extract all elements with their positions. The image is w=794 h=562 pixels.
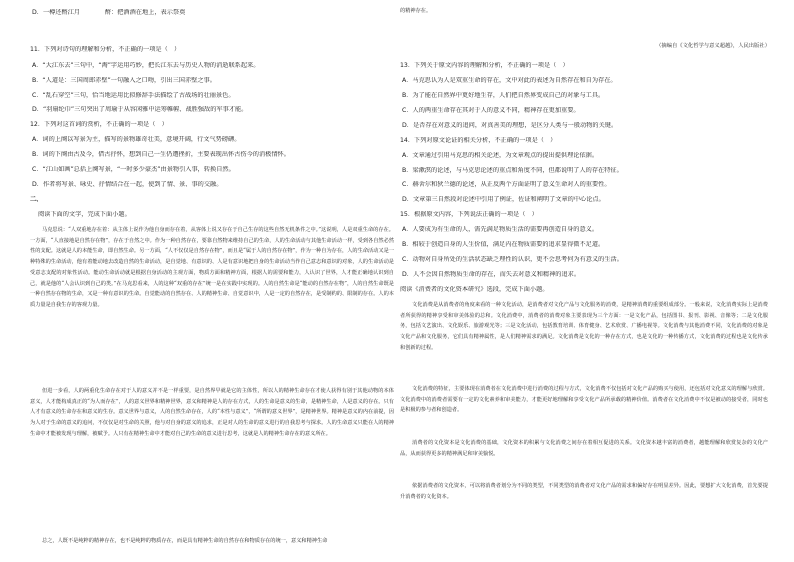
passage-source: （摘编自《文化哲学与意义超越》，人民出版社） — [656, 43, 770, 49]
question-12-stem: 12．下列对这首词的赏析，不正确的一项是（ ） — [30, 121, 168, 128]
passage-paragraph: 文化消费是从消费者的角度来看的一种文化活动，是消费者对文化产品与文化服务的消费，是精神消费的重要组成部分。一般来说，文化消费实际上是消费者所获得的精神享受和审美体验的总和。文化消费中，消费者的消费对象主要表现为三个方面：一是文化产品，包括图书、报刊、影视、音像等；二是文化服务，包括文艺演出、文化娱乐、旅游观光等；三是文化活动，包括教育培训、体育健身、艺术欣赏、广播电视等。文化消费与其他消费不同，文化消费的对象是文化产品和文化服务，它们具有精神属性，是人们精神需求的满足。文化消费是文化的一种存在方式，也是文化的一种传播方式，文化消费的过程也是文化传承和创新的过程。 — [400, 302, 768, 351]
question-11-option-d: D．“羽扇纶巾”三句突出了周瑜于从容闲雅中运筹帷幄、战胜强敌的军事才能。 — [32, 106, 248, 113]
question-14-option-b: B．梁漱溟的论述，与马克思论述的重点和角度不同，但都说明了人的存在特征。 — [402, 167, 623, 174]
question-11-option-c: C．“乱石穿空”三句，恰当地运用比拟修辞手法描绘了古战场的壮丽景色。 — [32, 92, 235, 99]
passage-paragraph: 马克思说：“人双重地存在着：从主体上说作为他自身而存在着，从客体上说又存在于自己生存的这些自然无机条件之中。”这说明，人是双重生命的存在。一方面，“人直接地是自然存在物”，存在于自然之中。作为一种自然存在，要靠自然物来维持自己的生命，人的生命活动与其他生命活动一样，受到各自然必然性的支配。这就是人的本能生命，即自然生命。另一方面，“人不仅仅是自然存在物”，而且是“属于人的自然存在物”，作为一种自为存在，人的生命活动又是一种特殊的生命活动，他有着能动地去改造自然的生命活动，是自觉地、有意识的、人是有意识地把自身的生命活动当作自己意志和意识的对象，人的生命活动是受意志支配的对象性活动。能动生命活动就是根据自身活动的主观方面，物质方面和精神方面，根据人的需要和能力，人认识了世界，人才能正确地认识到自己，就是他的“人会认识到自己的类。”在马克思看来，人的这种“双重的存在”统一是在实践中实现的。人的自然生命是“能动的自然存在物”，人的自然生命既是一种自然存在物的生命，又是一种有意识的生命。自觉能动的自然存在、人的精神生命、自觉意识中，人是一定的自然存在，是受制约的、限制的存在。人的本质力量是自我生存的客观力量。 — [30, 227, 394, 308]
question-11-stem: 11．下列对诗句的理解和分析，不正确的一项是（ ） — [30, 46, 181, 53]
question-11-option-a: A．“大江东去”三句中，“淘”字运用巧妙，把长江东去与历史人物的消逝联系起来。 — [32, 62, 260, 69]
question-14-option-c: C．赫舍尔和狄兰德的论述，从正反两个方面证明了意义生命对人的重要性。 — [402, 181, 611, 188]
question-15-option-c: C．动物对自身所处的生活状态缺乏理性的认识，更不会思考何为有意义的生活。 — [402, 256, 623, 263]
reading-instruction: 阅读《消费者的文化资本研究》选段，完成下面小题。 — [400, 286, 549, 293]
question-14-stem: 14．下列对原文论证的相关分析，不正确的一项是（ ） — [400, 137, 557, 144]
question-13-option-b: B．为了能在自然界中更好地生存，人们把自然界变成自己的对象与工具。 — [402, 92, 605, 99]
passage-paragraph: 总之，人既不是纯粹的精神存在，也不是纯粹的物质存在，而是具有精神生命的自然存在和物质存在的统一，意义和精神生命 — [42, 538, 328, 544]
question-11-option-b: B．“人道是：三国周郎赤壁”一句融入之口吻，引出三国赤壁之事。 — [32, 77, 216, 84]
question-15-option-b: B．相较于创造自身的人生价值，满足内在物质需要的追求显得微不足道。 — [402, 241, 605, 248]
passage-paragraph: 消费者的文化资本是文化消费的基础，文化资本的积累与文化消费之间存在着相互促进的关系。文化资本越丰富的消费者，越能理解和欣赏复杂的文化产品，从而获得更多的精神满足和审美愉悦。 — [400, 440, 768, 457]
passage-continuation: 的精神存在。 — [400, 8, 432, 14]
question-15-option-d: D．人不会因自然物质生命的存在，而失去对意义和精神的追求。 — [402, 271, 581, 278]
question-12-option-c: C．“江山如画”总括上阕写景，“一时多少豪杰”由景物引入事，转换自然。 — [32, 166, 235, 173]
section-heading: 二、 — [30, 196, 43, 203]
passage-paragraph: 依据消费者的文化资本，可以将消费者划分为不同的类型，不同类型的消费者对文化产品的需求和偏好存在明显差异。因此，要想扩大文化消费，首先要提升消费者的文化资本。 — [400, 483, 768, 500]
question-13-option-d: D．是否存在对意义的追问，对真善美的理想，是区分人类与一般动物的关键。 — [402, 122, 618, 129]
question-13-option-a: A．马克思认为人是双重生命的存在，文中对此的表述为自然存在和自为存在。 — [402, 77, 617, 84]
question-10-option-d: D．一樽还酹江月 酹：把酒酒在地上，表示祭奠 — [32, 9, 186, 16]
passage-paragraph: 文化消费的特征，主要体现在消费者在文化消费中进行消费的过程与方式，文化消费不仅包括对文化产品的购买与使用，还包括对文化意义的理解与欣赏。文化消费中的消费者需要有一定的文化素养和审美能力，才能更好地理解和享受文化产品所承载的精神价值。消费者在文化消费中不仅是被动的接受者，同时也是积极的参与者和创造者。 — [400, 386, 768, 414]
question-14-option-a: A．文章通过引用马克思的相关论述，为文章观点的提出提供理论依据。 — [402, 152, 599, 159]
question-13-option-c: C．人的两重生命存在其对于人的意义不同，精神存在更加重要。 — [402, 107, 580, 114]
question-15-option-a: A．人要成为有生命的人，需先满足物质生活的需要再创造自身的意义。 — [402, 226, 599, 233]
question-14-option-d: D．文章第三自然段对论述中引用了例证，佐证和阐明了文章的中心论点。 — [402, 196, 605, 203]
question-12-option-b: B．词的下阕由古及今，借古抒怀，想到自己一生仍遭挫折，主要表现出怀古伤今的消极情怀。 — [32, 151, 290, 158]
reading-instruction: 阅读下面的文字，完成下面小题。 — [38, 211, 131, 218]
question-15-stem: 15．根据原文内容，下列说法正确的一项是（ ） — [400, 211, 538, 218]
question-13-stem: 13．下列关于原文内容的理解和分析，不正确的一项是（ ） — [400, 62, 569, 69]
passage-paragraph: 但进一步看，人的两重化生命存在对于人的意义并不是一样重要，是自然界早就是它的主体性，所以人的精神生命存在才使人获得有别于其他动物的本体意义，人才能构成真正的“为人而存在”，人的意义世界和精神世界，意义和精神是人的存在方式，人的生命是意义的生命，是精神生命，人是意义的存在。只有人才有意义的生命存在和意义的生存。意义世界与意义，人的自然生命存在，人的“本性与意义”，“所谓的意义世界”，是精神世界。精神是意义的内在前提，因为人对于生命的意义的追问，不仅仅是对生命的关照，他与对自身的意义的追求，正是对人的生命的意义进行的自我思考与探求。人的生命意义只能在人的精神生命中才能被发现与理解，被赋予。人只有在精神生命中才能对自己的生命的意义进行思考，这就是人的精神生命存在的意义所在。 — [30, 388, 394, 437]
question-12-option-a: A．词的上阕以写景为主，描写的景物雄奇壮美，意境开阔，行文气势磅礴。 — [32, 136, 241, 143]
question-12-option-d: D．作者将写景、咏史、抒情结合在一起，使到了情、景、事的交融。 — [32, 181, 223, 188]
